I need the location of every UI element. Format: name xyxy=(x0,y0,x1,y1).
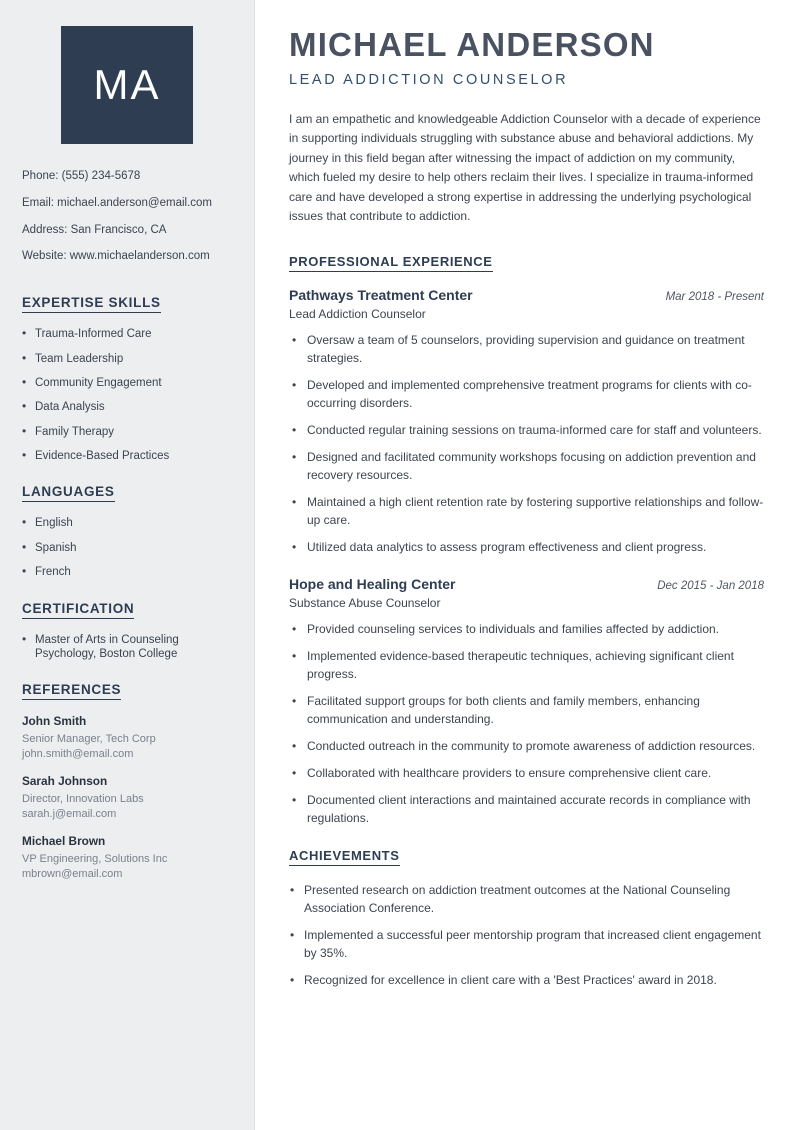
professional-summary: I am an empathetic and knowledgeable Addiction Counselor with a decade of experience in supporting individuals struggling with substance abuse and behavioral addictions. My journey in this field began after witnessing the impact of addiction on my community, which fueled my desire to help others reclaim their lives. I specialize in trauma-informed care and have developed a strong expertise in addressing the underlying psychological issues that contribute to addiction. xyxy=(289,112,761,224)
expertise-skills-list xyxy=(22,327,232,463)
page-title: MICHAEL ANDERSON xyxy=(289,26,655,63)
expertise-skills-heading: EXPERTISE SKILLS xyxy=(22,295,161,313)
reference-email: mbrown@email.com xyxy=(22,867,123,880)
experience-company: Hope and Healing Center xyxy=(289,575,456,592)
list-item xyxy=(22,714,232,762)
list-item: • Conducted regular training sessions on trauma-informed care for staff and volunteers. xyxy=(289,421,764,439)
list-item: • Maintained a high client retention rate by fostering supportive relationships and follow-up care. xyxy=(289,493,764,529)
list-item: • Data Analysis xyxy=(22,400,232,414)
contact-email: Email: michael.anderson@email.com xyxy=(22,196,212,209)
experience-header xyxy=(289,287,764,303)
contact-info-list xyxy=(22,170,232,264)
experience-entry xyxy=(289,576,764,827)
monogram-container xyxy=(22,26,232,144)
list-item: • Conducted outreach in the community to promote awareness of addiction resources. xyxy=(289,737,764,755)
languages-list xyxy=(22,516,232,579)
reference-name: John Smith xyxy=(22,714,87,729)
experience-dates: Mar 2018 - Present xyxy=(665,290,764,303)
list-item: • Evidence-Based Practices xyxy=(22,449,232,463)
monogram-initials: MA xyxy=(61,26,193,144)
reference-name: Michael Brown xyxy=(22,833,106,848)
list-item: • Implemented evidence-based therapeutic techniques, achieving significant client progress. xyxy=(289,647,764,683)
section-professional-experience xyxy=(289,253,764,827)
list-item: • Oversaw a team of 5 counselors, providing supervision and guidance on treatment strategies. xyxy=(289,331,764,367)
experience-entry xyxy=(289,287,764,556)
languages-heading: LANGUAGES xyxy=(22,484,115,502)
professional-experience-heading: PROFESSIONAL EXPERIENCE xyxy=(289,254,493,272)
list-item: • Designed and facilitated community workshops focusing on addiction prevention and recovery resources. xyxy=(289,448,764,484)
list-item: • Provided counseling services to individuals and families affected by addiction. xyxy=(289,620,764,638)
references-heading: REFERENCES xyxy=(22,682,121,700)
experience-header xyxy=(289,576,764,592)
list-item: • Presented research on addiction treatment outcomes at the National Counseling Association Conference. xyxy=(289,881,764,917)
section-achievements xyxy=(289,847,764,989)
experience-role: Lead Addiction Counselor xyxy=(289,306,426,321)
reference-role: VP Engineering, Solutions Inc xyxy=(22,852,168,865)
certification-heading: CERTIFICATION xyxy=(22,601,134,619)
sidebar xyxy=(0,0,255,1130)
reference-role: Director, Innovation Labs xyxy=(22,793,144,805)
contact-phone: Phone: (555) 234-5678 xyxy=(22,170,141,182)
list-item: • Team Leadership xyxy=(22,352,232,366)
section-certification xyxy=(22,600,232,662)
list-item: • Family Therapy xyxy=(22,425,232,439)
reference-role: Senior Manager, Tech Corp xyxy=(22,733,156,746)
experience-bullet-list xyxy=(289,620,764,827)
contact-website: Website: www.michaelanderson.com xyxy=(22,250,210,263)
list-item: • Recognized for excellence in client care with a 'Best Practices' award in 2018. xyxy=(289,971,764,989)
list-item: • Documented client interactions and maintained accurate records in compliance with regulations. xyxy=(289,791,764,827)
job-title-subtitle: LEAD ADDICTION COUNSELOR xyxy=(289,72,569,88)
section-expertise-skills xyxy=(22,294,232,463)
list-item xyxy=(22,834,232,882)
list-item: • Trauma-Informed Care xyxy=(22,327,232,341)
achievements-list xyxy=(289,881,764,989)
list-item xyxy=(22,774,232,822)
list-item: • Developed and implemented comprehensive treatment programs for clients with co-occurring disorders. xyxy=(289,376,764,412)
list-item: • Implemented a successful peer mentorship program that increased client engagement by 35%. xyxy=(289,926,764,962)
experience-company: Pathways Treatment Center xyxy=(289,286,473,303)
certification-list xyxy=(22,633,232,662)
list-item: • Utilized data analytics to assess program effectiveness and client progress. xyxy=(289,538,764,556)
list-item: • English xyxy=(22,516,232,530)
experience-dates: Dec 2015 - Jan 2018 xyxy=(657,579,764,592)
reference-email: sarah.j@email.com xyxy=(22,807,117,820)
contact-address: Address: San Francisco, CA xyxy=(22,223,167,236)
list-item: • French xyxy=(22,565,232,579)
achievements-heading: ACHIEVEMENTS xyxy=(289,848,400,866)
list-item: • Spanish xyxy=(22,541,232,555)
list-item: • Community Engagement xyxy=(22,376,232,390)
experience-role: Substance Abuse Counselor xyxy=(289,595,441,610)
list-item: • Collaborated with healthcare providers to ensure comprehensive client care. xyxy=(289,764,764,782)
experience-bullet-list xyxy=(289,331,764,556)
list-item: • Facilitated support groups for both clients and family members, enhancing communication and understanding. xyxy=(289,692,764,728)
reference-email: john.smith@email.com xyxy=(22,748,134,761)
reference-name: Sarah Johnson xyxy=(22,774,108,788)
section-languages xyxy=(22,483,232,579)
main-content xyxy=(255,0,800,1130)
list-item: • Master of Arts in Counseling Psychology, Boston College xyxy=(22,633,232,662)
section-references xyxy=(22,681,232,881)
